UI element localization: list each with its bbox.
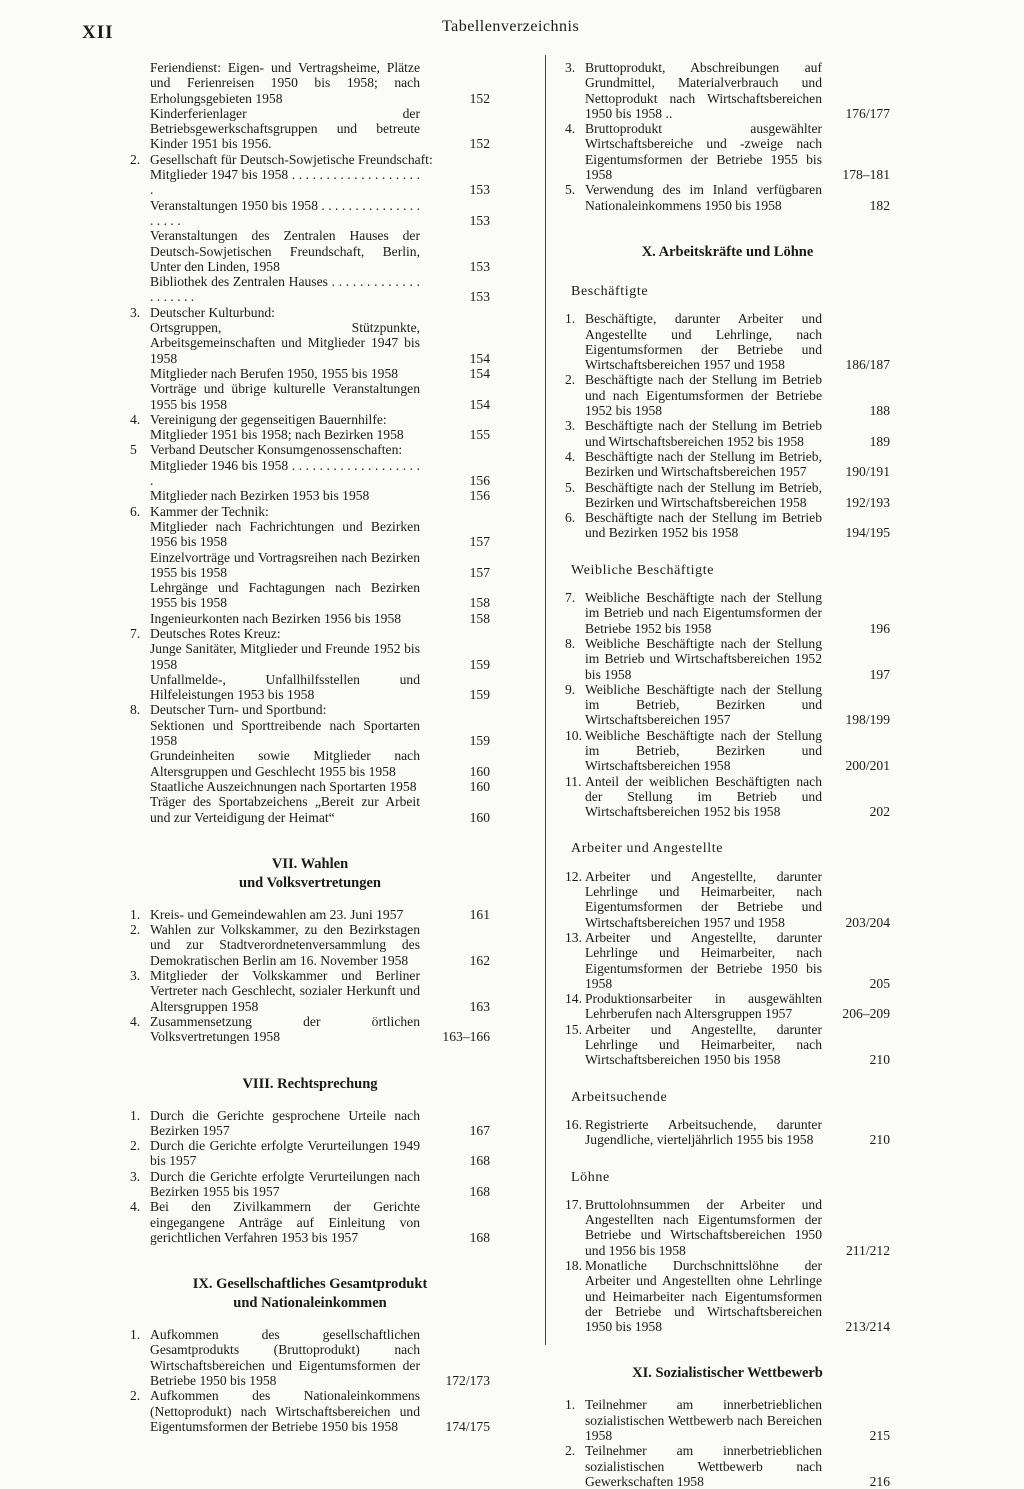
- toc-number: 2.: [130, 922, 141, 938]
- toc-page: 160: [469, 778, 490, 794]
- toc-number: 10.: [565, 727, 582, 743]
- toc-page: 216: [869, 1473, 890, 1489]
- toc-number: 3.: [565, 60, 576, 75]
- toc-text: Ingenieurkonten nach Bezirken 1956 bis 1958: [150, 610, 402, 626]
- toc-text: Beschäftigte nach der Stellung im Betrieb und Wirtschaftsbereichen 1952 bis 1958: [585, 418, 822, 449]
- toc-subentry: [150, 641, 490, 672]
- toc-page: 203/204: [845, 914, 890, 930]
- toc-number: 7.: [130, 625, 141, 641]
- toc-entry: [565, 682, 890, 728]
- toc-page: 157: [469, 534, 490, 550]
- toc-text: Bibliothek des Zentralen Hauses . . .: [150, 274, 420, 305]
- toc-page: 162: [469, 952, 490, 968]
- toc-subentry: [150, 779, 490, 794]
- toc-number: 7.: [565, 590, 576, 606]
- toc-page: 158: [469, 595, 490, 611]
- toc-text: Träger des Sportabzeichens „Bereit zur Arbeit und zur Verteidigung der Heimat“: [150, 794, 420, 825]
- toc-page: 161: [469, 906, 490, 922]
- toc-text: Sektionen und Sporttreibende nach Sportarten 1958: [150, 717, 420, 749]
- section-title-line: VIII. Rechtsprechung: [242, 1075, 378, 1092]
- toc-text: Mitglieder nach Berufen 1950, 1955 bis 1958: [150, 365, 399, 381]
- toc-text: Arbeiter und Angestellte, darunter Lehrlinge und Heimarbeiter, nach Eigentumsformen der Betriebe und Wirtschaftsbereichen 1957 und 1958: [585, 868, 822, 930]
- page-header: Tabellenverzeichnis: [442, 18, 580, 35]
- toc-number: 4.: [565, 121, 576, 137]
- toc-entry: [565, 182, 890, 213]
- toc-subentry: [150, 60, 490, 106]
- toc-text: Verwendung des im Inland verfügbaren Nationaleinkommens 1950 bis 1958: [585, 182, 822, 213]
- toc-number: 2.: [565, 372, 576, 388]
- toc-text: Arbeiter und Angestellte, darunter Lehrlinge und Heimarbeiter, nach Eigentumsformen der Betriebe 1950 bis 1958: [585, 929, 822, 991]
- toc-page: 157: [469, 564, 490, 580]
- toc-page: 152: [469, 90, 490, 106]
- toc-number: 1.: [130, 1327, 141, 1343]
- toc-number: 5.: [565, 479, 576, 495]
- toc-number: 3.: [565, 418, 576, 434]
- toc-subentry: [150, 381, 490, 412]
- toc-heading: Deutscher Turn- und Sportbund:: [150, 702, 327, 718]
- toc-page: 154: [469, 396, 490, 412]
- toc-page: 194/195: [845, 525, 890, 541]
- toc-text: Beschäftigte nach der Stellung im Betrieb und nach Eigentumsformen der Betriebe 1952 bis 1958: [585, 372, 822, 419]
- section-title-line: IX. Gesellschaftliches Gesamtprodukt: [192, 1276, 428, 1293]
- toc-number: 4.: [130, 411, 141, 427]
- toc-text: Weibliche Beschäftigte nach der Stellung im Betrieb und Wirtschaftsbereichen 1952 bis 1958: [585, 635, 822, 682]
- page-number: XII: [82, 22, 114, 43]
- toc-entry: [130, 442, 490, 503]
- toc-entry: [130, 1108, 490, 1139]
- toc-page: 154: [469, 365, 490, 381]
- toc-number: 12.: [565, 868, 582, 884]
- toc-number: 16.: [565, 1116, 582, 1132]
- toc-number: 13.: [565, 929, 582, 945]
- toc-number: 1.: [130, 906, 141, 922]
- toc-number: 9.: [565, 681, 576, 697]
- toc-entry: [130, 305, 490, 412]
- toc-text: Beschäftigte nach der Stellung im Betrieb und Bezirken 1952 bis 1958: [585, 510, 822, 541]
- toc-subentry: [150, 519, 490, 550]
- toc-entry: [130, 1327, 490, 1388]
- toc-heading: Kammer der Technik:: [150, 503, 269, 519]
- toc-text: Vorträge und übrige kulturelle Veranstaltungen 1955 bis 1958: [150, 381, 420, 412]
- toc-entry: [130, 968, 490, 1014]
- toc-text: Ortsgruppen, Stützpunkte, Arbeitsgemeinschaften und Mitglieder 1947 bis 1958: [150, 320, 420, 366]
- toc-text: Mitglieder der Volkskammer und Berliner Vertreter nach Geschlecht, sozialer Herkunft und Altersgruppen 1958: [150, 968, 420, 1014]
- toc-entry: [130, 626, 490, 702]
- toc-subentry: [150, 672, 490, 703]
- toc-text: Lehrgänge und Fachtagungen nach Bezirken 1955 bis 1958: [150, 580, 420, 611]
- toc-entry: [130, 504, 490, 626]
- toc-text: Beschäftigte nach der Stellung im Betrieb, Bezirken und Wirtschaftsbereichen 1958: [585, 479, 822, 510]
- group-heading: Arbeitsuchende: [571, 1089, 668, 1105]
- toc-subentry: [150, 458, 490, 489]
- toc-text: Aufkommen des gesellschaftlichen Gesamtprodukts (Bruttoprodukt) nach Wirtschaftsbereichen und Eigentumsformen der Betriebe 1950 bis 1958: [150, 1327, 420, 1389]
- toc-entry: [565, 311, 890, 372]
- toc-subentry: [150, 611, 490, 626]
- toc-page: 200/201: [845, 758, 890, 774]
- toc-text: Durch die Gerichte erfolgte Verurteilungen 1949 bis 1957: [150, 1138, 420, 1169]
- toc-subentry: [150, 488, 490, 503]
- toc-page: 189: [869, 433, 890, 449]
- toc-page: 153: [469, 289, 490, 305]
- toc-number: 3.: [130, 968, 141, 984]
- toc-subentry: [150, 198, 490, 229]
- toc-number: 18.: [565, 1258, 582, 1273]
- toc-entry: [130, 1199, 490, 1245]
- group-heading: Beschäftigte: [571, 283, 649, 299]
- toc-entry: [565, 121, 890, 182]
- toc-entry: [130, 907, 490, 922]
- toc-page: 196: [869, 620, 890, 636]
- toc-page: 210: [869, 1132, 890, 1148]
- toc-number: 6.: [565, 510, 576, 526]
- toc-number: 3.: [130, 1168, 141, 1184]
- toc-text: Grundeinheiten sowie Mitglieder nach Altersgruppen und Geschlecht 1955 bis 1958: [150, 748, 420, 779]
- toc-page: 163–166: [442, 1029, 490, 1045]
- toc-entry: [130, 702, 490, 824]
- toc-text: Beschäftigte, darunter Arbeiter und Angestellte und Lehrlinge, nach Eigentumsformen der Betriebe und Wirtschaftsbereichen 1957 und 1958: [585, 311, 822, 373]
- toc-subentry: [150, 320, 490, 366]
- toc-page: 182: [869, 197, 890, 213]
- section-heading: [130, 1275, 490, 1313]
- toc-page: 178–181: [842, 167, 890, 183]
- toc-page: 158: [469, 610, 490, 626]
- toc-page: 159: [469, 656, 490, 672]
- toc-text: Einzelvorträge und Vortragsreihen nach Bezirken 1955 bis 1958: [150, 549, 420, 580]
- toc-heading: Gesellschaft für Deutsch-Sowjetische Freundschaft:: [150, 151, 433, 167]
- toc-number: 15.: [565, 1021, 582, 1037]
- toc-page: 156: [469, 473, 490, 489]
- group-heading: Weibliche Beschäftigte: [571, 562, 715, 578]
- toc-text: Teilnehmer am innerbetrieblichen sozialistischen Wettbewerb nach Gewerkschaften 1958: [585, 1443, 822, 1489]
- toc-page: 163: [469, 998, 490, 1014]
- toc-entry: [130, 1169, 490, 1200]
- toc-entry: [130, 922, 490, 968]
- toc-entry: [565, 590, 890, 636]
- toc-subentry: [150, 794, 490, 825]
- section-title-line: VII. Wahlen: [271, 855, 349, 872]
- toc-subentry: [150, 718, 490, 749]
- toc-page: 205: [869, 975, 890, 991]
- toc-entry: [565, 60, 890, 121]
- toc-entry: [565, 449, 890, 480]
- toc-entry: [130, 152, 490, 305]
- toc-text: Aufkommen des Nationaleinkommens (Nettoprodukt) nach Wirtschaftsbereichen und Eigentumsformen der Betriebe 1950 bis 1958: [150, 1388, 420, 1434]
- toc-page: 172/173: [445, 1373, 490, 1389]
- toc-entry: [565, 1197, 890, 1258]
- toc-subentry: [150, 580, 490, 611]
- toc-text: Teilnehmer am innerbetrieblichen sozialistischen Wettbewerb nach Bereichen 1958: [585, 1397, 822, 1444]
- toc-page: 190/191: [845, 464, 890, 480]
- toc-text: Wahlen zur Volkskammer, zu den Bezirkstagen und zur Stadtverordnetenversammlung des Demokratischen Berlin am 16. November 1958: [150, 922, 420, 968]
- toc-page: 192/193: [845, 494, 890, 510]
- toc-text: Kinderferienlager der Betriebsgewerkschaftsgruppen und betreute Kinder 1951 bis 1956.: [150, 105, 420, 152]
- column-divider: [545, 55, 546, 1345]
- toc-page: 153: [469, 212, 490, 228]
- left-column: [130, 60, 490, 1434]
- toc-subentry: [150, 167, 490, 198]
- toc-text: Bruttoprodukt ausgewählter Wirtschaftsbereiche und -zweige nach Eigentumsformen der Betriebe 1955 bis 1958: [585, 121, 822, 183]
- toc-page: 202: [869, 804, 890, 820]
- toc-page: 160: [469, 809, 490, 825]
- toc-number: 1.: [565, 311, 576, 327]
- toc-entry: [565, 636, 890, 682]
- toc-text: Veranstaltungen 1950 bis 1958 . . .: [150, 198, 420, 229]
- toc-number: 8.: [565, 635, 576, 651]
- toc-number: 8.: [130, 702, 141, 718]
- toc-subentry: [150, 366, 490, 381]
- toc-page: 186/187: [845, 357, 890, 373]
- toc-subentry: [150, 748, 490, 779]
- toc-text: Staatliche Auszeichnungen nach Sportarten 1958: [150, 778, 417, 794]
- toc-entry: [565, 418, 890, 449]
- toc-text: Weibliche Beschäftigte nach der Stellung im Betrieb, Bezirken und Wirtschaftsbereichen 1957: [585, 681, 822, 728]
- section-heading: XI. Sozialistischer Wettbewerb: [632, 1365, 823, 1382]
- toc-subentry: [150, 427, 490, 442]
- toc-text: Kreis- und Gemeindewahlen am 23. Juni 1957: [150, 906, 404, 922]
- toc-number: 5.: [565, 182, 576, 198]
- toc-page: 168: [469, 1229, 490, 1245]
- toc-subentry: [150, 106, 490, 152]
- toc-entry: [565, 1022, 890, 1068]
- toc-page: 153: [469, 182, 490, 198]
- toc-number: 14.: [565, 991, 582, 1007]
- toc-entry: [565, 930, 890, 991]
- toc-entry: [565, 1117, 890, 1148]
- toc-entry: [565, 510, 890, 541]
- toc-subentry: [150, 550, 490, 581]
- toc-text: Junge Sanitäter, Mitglieder und Freunde 1952 bis 1958: [150, 641, 420, 672]
- toc-text: Unfallmelde-, Unfallhilfsstellen und Hilfeleistungen 1953 bis 1958: [150, 671, 420, 703]
- toc-number: 2.: [130, 1388, 141, 1404]
- toc-page: 174/175: [445, 1418, 490, 1434]
- toc-page: 215: [869, 1428, 890, 1444]
- toc-text: Bei den Zivilkammern der Gerichte eingegangene Anträge auf Einleitung von gerichtlichen Verfahren 1953 bis 1957: [150, 1199, 420, 1245]
- toc-text: Registrierte Arbeitsuchende, darunter Jugendliche, vierteljährlich 1955 bis 1958: [585, 1116, 822, 1148]
- toc-page: 211/212: [845, 1242, 890, 1258]
- toc-page: 159: [469, 687, 490, 703]
- toc-page: 206–209: [842, 1006, 890, 1022]
- toc-text: Mitglieder nach Bezirken 1953 bis 1958: [150, 488, 370, 504]
- toc-text: Mitglieder nach Fachrichtungen und Bezirken 1956 bis 1958: [150, 518, 420, 550]
- toc-entry: [130, 412, 490, 443]
- toc-page: 160: [469, 763, 490, 779]
- toc-page: 154: [469, 350, 490, 366]
- toc-text: Arbeiter und Angestellte, darunter Lehrlinge und Heimarbeiter, nach Wirtschaftsbereichen 1950 bis 1958: [585, 1021, 822, 1068]
- section-heading: X. Arbeitskräfte und Löhne: [641, 243, 814, 260]
- toc-text: Weibliche Beschäftigte nach der Stellung im Betrieb und nach Eigentumsformen der Betriebe 1952 bis 1958: [585, 590, 822, 636]
- toc-page: 210: [869, 1052, 890, 1068]
- toc-entry: [130, 60, 490, 152]
- toc-number: 1.: [130, 1107, 141, 1123]
- toc-entry: [565, 372, 890, 418]
- toc-number: 6.: [130, 503, 141, 519]
- toc-text: Bruttolohnsummen der Arbeiter und Angestellten nach Eigentumsformen der Betriebe und Wirtschaftsbereichen 1950 und 1956 bis 1958: [585, 1196, 822, 1258]
- section-heading: [130, 1075, 490, 1094]
- toc-number: 4.: [130, 1013, 141, 1029]
- right-column: [565, 60, 890, 1489]
- toc-page: 156: [469, 488, 490, 504]
- toc-text: Mitglieder 1951 bis 1958; nach Bezirken 1958: [150, 427, 404, 443]
- toc-number: 2.: [130, 151, 141, 167]
- group-heading: Löhne: [571, 1169, 610, 1185]
- section-title-line: und Nationaleinkommen: [233, 1295, 387, 1312]
- toc-number: 4.: [130, 1199, 141, 1215]
- toc-number: 2.: [565, 1443, 576, 1459]
- toc-entry: [565, 991, 890, 1022]
- toc-text: Weibliche Beschäftigte nach der Stellung im Betrieb, Bezirken und Wirtschaftsbereichen 1958: [585, 727, 822, 774]
- toc-page: 159: [469, 733, 490, 749]
- toc-entry: [565, 1397, 890, 1443]
- toc-number: 17.: [565, 1196, 582, 1212]
- toc-number: 3.: [130, 304, 141, 320]
- section-heading: [130, 855, 490, 893]
- toc-page: 153: [469, 258, 490, 274]
- toc-text: Bruttoprodukt, Abschreibungen auf Grundmittel, Materialverbrauch und Nettoprodukt nach Wirtschaftsbereichen 1950 bis 1958 ..: [585, 60, 822, 121]
- toc-heading: Deutscher Kulturbund:: [150, 304, 275, 320]
- toc-text: Durch die Gerichte erfolgte Verurteilungen nach Bezirken 1955 bis 1957: [150, 1168, 420, 1199]
- toc-page: 198/199: [845, 712, 890, 728]
- toc-page: 155: [469, 427, 490, 443]
- toc-text: Durch die Gerichte gesprochene Urteile nach Bezirken 1957: [150, 1107, 420, 1138]
- toc-number: 4.: [565, 448, 576, 464]
- toc-text: Zusammensetzung der örtlichen Volksvertretungen 1958: [150, 1013, 420, 1045]
- toc-entry: [565, 869, 890, 930]
- toc-entry: [565, 774, 890, 820]
- toc-text: Monatliche Durchschnittslöhne der Arbeiter und Angestellten ohne Lehrlinge und Heimarbeiter nach Eigentumsformen der Betriebe und Wirtschaftsbereichen 1950 bis 1958: [585, 1258, 822, 1335]
- toc-number: 11.: [565, 773, 582, 789]
- toc-page: 176/177: [845, 105, 890, 121]
- toc-page: 168: [469, 1184, 490, 1199]
- toc-number: 2.: [130, 1138, 141, 1154]
- toc-heading: Verband Deutscher Konsumgenossenschaften:: [150, 442, 403, 458]
- toc-page: 188: [869, 403, 890, 419]
- toc-page: 152: [469, 136, 490, 152]
- toc-text: Beschäftigte nach der Stellung im Betrieb, Bezirken und Wirtschaftsbereichen 1957: [585, 448, 822, 480]
- toc-text: Anteil der weiblichen Beschäftigten nach der Stellung im Betrieb und Wirtschaftsbereichen 1952 bis 1958: [585, 773, 822, 820]
- toc-text: Mitglieder 1947 bis 1958 . . .: [150, 167, 420, 198]
- toc-entry: [130, 1014, 490, 1045]
- toc-heading: Vereinigung der gegenseitigen Bauernhilfe:: [150, 411, 387, 427]
- toc-entry: [565, 728, 890, 774]
- section-title-line: und Volksvertretungen: [239, 874, 381, 891]
- toc-entry: [565, 1258, 890, 1334]
- toc-page: 167: [469, 1122, 490, 1138]
- toc-text: Feriendienst: Eigen- und Vertragsheime, Plätze und Ferienreisen 1950 bis 1958; nach Erholungsgebieten 1958: [150, 60, 420, 106]
- group-heading: Arbeiter und Angestellte: [571, 841, 724, 857]
- toc-page: 168: [469, 1153, 490, 1169]
- toc-subentry: [150, 274, 490, 305]
- toc-entry: [565, 480, 890, 511]
- toc-number: 1.: [565, 1397, 576, 1413]
- toc-page: 213/214: [845, 1319, 890, 1335]
- toc-entry: [130, 1388, 490, 1434]
- toc-heading: Deutsches Rotes Kreuz:: [150, 625, 281, 641]
- toc-text: Veranstaltungen des Zentralen Hauses der Deutsch-Sowjetischen Freundschaft, Berlin, Unter den Linden, 1958: [150, 228, 420, 274]
- toc-number: 5: [130, 442, 137, 458]
- toc-entry: [130, 1138, 490, 1169]
- toc-text: Mitglieder 1946 bis 1958 . . .: [150, 458, 420, 489]
- toc-text: Produktionsarbeiter in ausgewählten Lehrberufen nach Altersgruppen 1957: [585, 991, 822, 1022]
- toc-page: 197: [869, 666, 890, 682]
- toc-subentry: [150, 228, 490, 274]
- toc-entry: [565, 1443, 890, 1489]
